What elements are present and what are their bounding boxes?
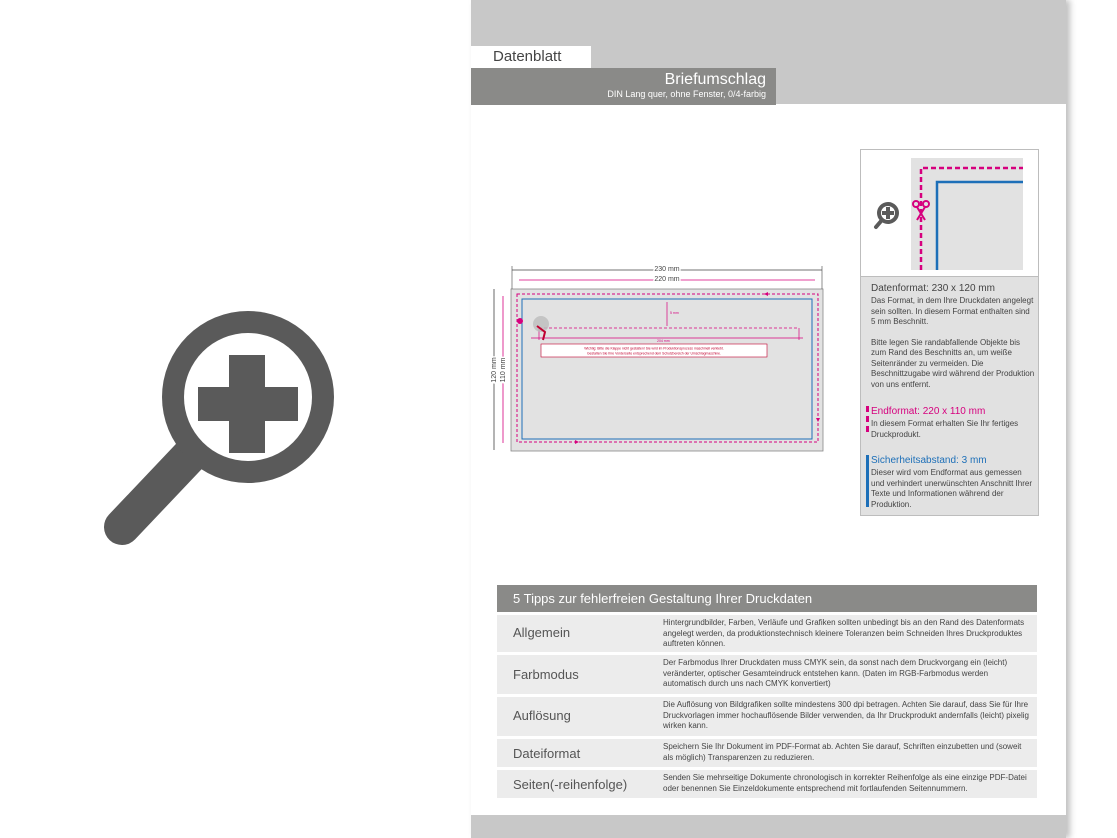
legend-endformat	[871, 406, 1036, 440]
sicherheit-text: Dieser wird vom Endformat aus gemessen und verhindert unerwünschten Anschnitt Ihrer Texte und Informationen während der Produktion.	[871, 468, 1032, 509]
footer-band	[471, 815, 1066, 838]
datenformat-title: Datenformat: 230 x 120 mm	[871, 283, 995, 294]
note-line-2: Gestalten Sie Ihre Vorderseite entsprechend dem Schutzbereich der Umschlagmaschine.	[586, 351, 722, 356]
sicherheit-title: Sicherheitsabstand: 3 mm	[871, 455, 987, 466]
tip-row	[497, 770, 1037, 798]
endformat-marker	[866, 406, 869, 432]
label-5mm: 5 mm	[670, 311, 679, 315]
tip-label: Farbmodus	[513, 667, 579, 682]
tip-row	[497, 739, 1037, 767]
zoom-in-small-icon	[876, 202, 899, 227]
tip-row	[497, 655, 1037, 694]
width-inner-label: 220 mm	[654, 276, 680, 283]
tips-table	[497, 585, 1037, 798]
legend-sicherheit	[871, 455, 1036, 510]
tip-row	[497, 697, 1037, 736]
datenformat-text: Das Format, in dem Ihre Druckdaten angelegt sein sollten. In diesem Format enthalten sind 5 mm Beschnitt.	[871, 296, 1034, 326]
tip-text: Die Auflösung von Bildgrafiken sollte mindestens 300 dpi betragen. Achten Sie darauf, dass Sie für Ihre Druckvorlagen immer hochauflösende Bilder verwenden, da Ihr Druckprodukt andernfalls (leicht) pixelig wirken kann.	[663, 700, 1029, 730]
tip-text: Speichern Sie Ihr Dokument im PDF-Format ab. Achten Sie darauf, Schriften einzubetten und (soweit als möglich) Transparenzen zu reduzieren.	[663, 742, 1022, 762]
height-inner-label: 110 mm	[500, 357, 507, 383]
tip-text: Hintergrundbilder, Farben, Verläufe und Grafiken sollten unbedingt bis an den Rand des Datenformats angelegt werden, da produktionstechnisch kleinere Toleranzen beim Schneiden Ihres Druckproduktes auftreten können.	[663, 618, 1025, 648]
legend-datenformat	[871, 283, 1036, 390]
endformat-title: Endformat: 220 x 110 mm	[871, 406, 986, 417]
datasheet-page	[471, 0, 1066, 838]
height-outer-label: 120 mm	[491, 357, 498, 383]
label-204mm: 204 mm	[657, 339, 670, 343]
legend-detail-preview	[861, 150, 1038, 277]
tip-row	[497, 615, 1037, 652]
tip-label: Auflösung	[513, 708, 571, 723]
note-line-1: Wichtig: Bitte die Klappe nicht gestalten! Sie wird im Produktionsprozess maschinell verklebt.	[584, 346, 724, 351]
datenformat-text-2: Bitte legen Sie randabfallende Objekte bis zum Rand des Beschnitts an, um weiße Seitenränder zu vermeiden. Die Beschnittzugabe wird während der Produktion von uns entfernt.	[871, 337, 1035, 389]
tip-label: Allgemein	[513, 625, 571, 640]
product-title: Briefumschlag	[664, 71, 766, 88]
tips-header: 5 Tipps zur fehlerfreien Gestaltung Ihrer Druckdaten	[497, 585, 1037, 612]
datenblatt-tab: Datenblatt	[471, 46, 591, 68]
corner-detail-graphic	[861, 150, 1038, 276]
endformat-text: In diesem Format erhalten Sie Ihr fertiges Druckprodukt.	[871, 419, 1019, 439]
legend-panel	[860, 149, 1039, 516]
tip-label: Dateiformat	[513, 746, 581, 761]
sicherheit-marker	[866, 455, 869, 507]
envelope-diagram	[487, 262, 831, 457]
tip-label: Seiten(-reihenfolge)	[513, 777, 628, 792]
tip-text: Senden Sie mehrseitige Dokumente chronologisch in korrekter Reihenfolge als eine einzige PDF-Datei oder benennen Sie Einzeldokumente entsprechend mit fortlaufenden Seitennummern.	[663, 773, 1027, 793]
zoom-in-icon[interactable]	[100, 305, 360, 550]
width-outer-label: 230 mm	[654, 266, 680, 273]
tip-text: Der Farbmodus Ihrer Druckdaten muss CMYK sein, da sonst nach dem Druckvorgang ein (leicht) veränderter, optischer Gesamteindruck entstehen kann. (Daten im RGB-Farbmodus werden automatisch durch uns nach CMYK konvertiert)	[663, 658, 1008, 688]
title-bar	[471, 68, 776, 105]
product-subtitle: DIN Lang quer, ohne Fenster, 0/4-farbig	[607, 89, 766, 99]
